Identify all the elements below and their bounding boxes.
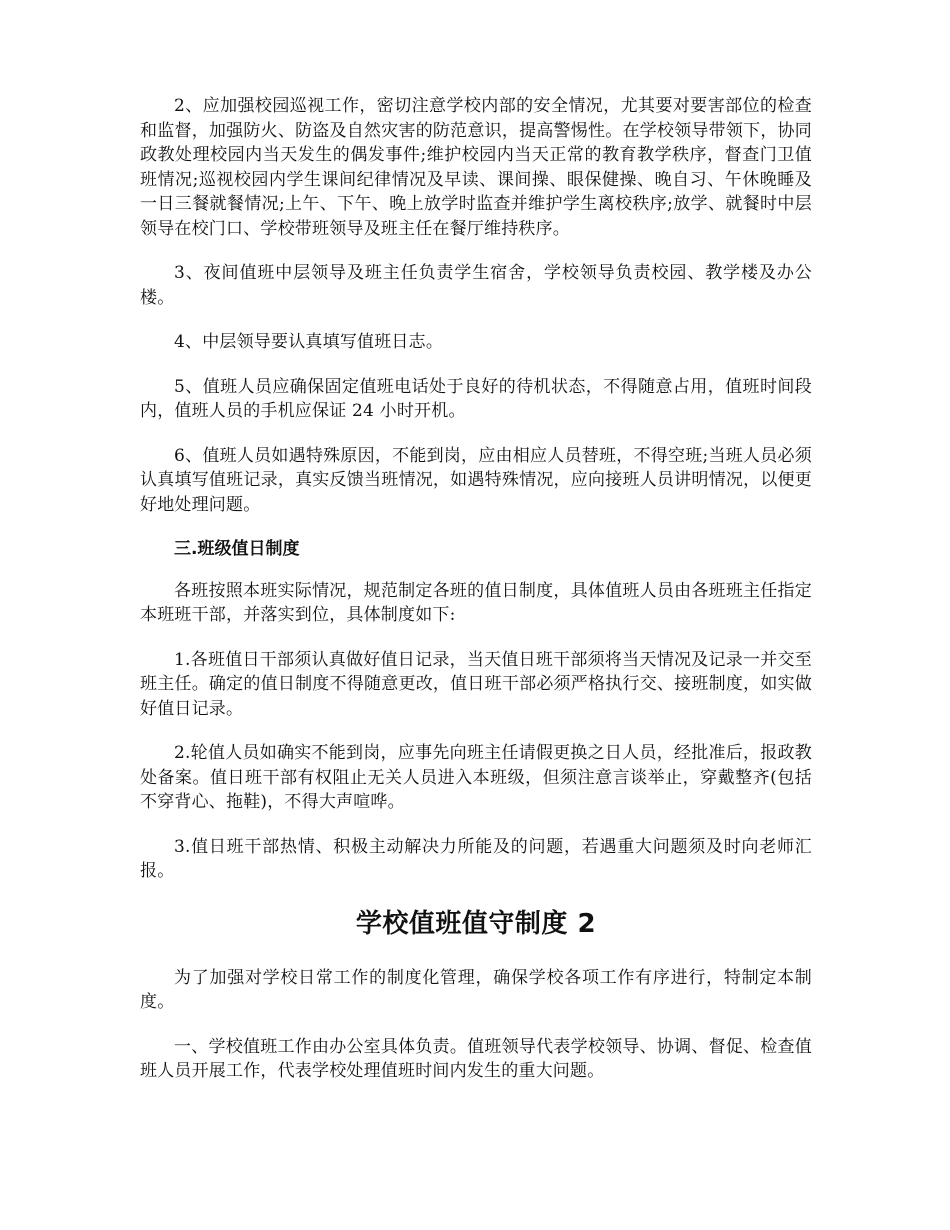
section-heading: 三.班级值日制度 (174, 539, 300, 559)
paragraph: 6、值班人员如遇特殊原因，不能到岗，应由相应人员替班，不得空班;当班人员必须认真填写值班记录，真实反馈当班情况，如遇特殊情况，应向接班人员讲明情况，以便更好地处理问题。 (140, 445, 812, 515)
paragraph: 3、夜间值班中层领导及班主任负责学生宿舍，学校领导负责校园、教学楼及办公楼。 (140, 263, 812, 308)
paragraph: 5、值班人员应确保固定值班电话处于良好的待机状态，不得随意占用，值班时间段内，值班人员的手机应保证 24 小时开机。 (140, 376, 812, 421)
paragraph: 3.值日班干部热情、积极主动解决力所能及的问题，若遇重大问题须及时向老师汇报。 (140, 836, 812, 881)
paragraph: 4、中层领导要认真填写值班日志。 (174, 332, 444, 352)
paragraph: 各班按照本班实际情况，规范制定各班的值日制度，具体值班人员由各班班主任指定本班班干部，并落实到位，具体制度如下: (140, 580, 812, 625)
paragraph: 2.轮值人员如确实不能到岗，应事先向班主任请假更换之日人员，经批准后，报政教处备案。值日班干部有权阻止无关人员进入本班级，但须注意言谈举止，穿戴整齐(包括不穿背心、拖鞋)，不得大声喧哗。 (140, 743, 812, 812)
paragraph: 1.各班值日干部须认真做好值日记录，当天值日班干部须将当天情况及记录一并交至班主任。确定的值日制度不得随意更改，值日班干部必须严格执行交、接班制度，如实做好值日记录。 (140, 649, 812, 719)
document-page (140, 94, 812, 1104)
paragraph: 为了加强对学校日常工作的制度化管理，确保学校各项工作有序进行，特制定本制度。 (140, 967, 812, 1012)
paragraph: 一、学校值班工作由办公室具体负责。值班领导代表学校领导、协调、督促、检查值班人员开展工作，代表学校处理值班时间内发生的重大问题。 (140, 1036, 812, 1081)
document-title: 学校值班值守制度 2 (355, 908, 597, 939)
paragraph: 2、应加强校园巡视工作，密切注意学校内部的安全情况，尤其要对要害部位的检查和监督，加强防火、防盗及自然灾害的防范意识，提高警惕性。在学校领导带领下，协同政教处理校园内当天发生的偶发事件;维护校园内当天正常的教育教学秩序，督查门卫值班情况;巡视校园内学生课间纪律情况及早读、课间操、眼保健操、晚自习、午休晚睡及一日三餐就餐情况;上午、下午、晚上放学时监查并维护学生离校秩序;放学、就餐时中层领导在校门口、学校带班领导及班主任在餐厅维持秩序。 (140, 96, 812, 239)
